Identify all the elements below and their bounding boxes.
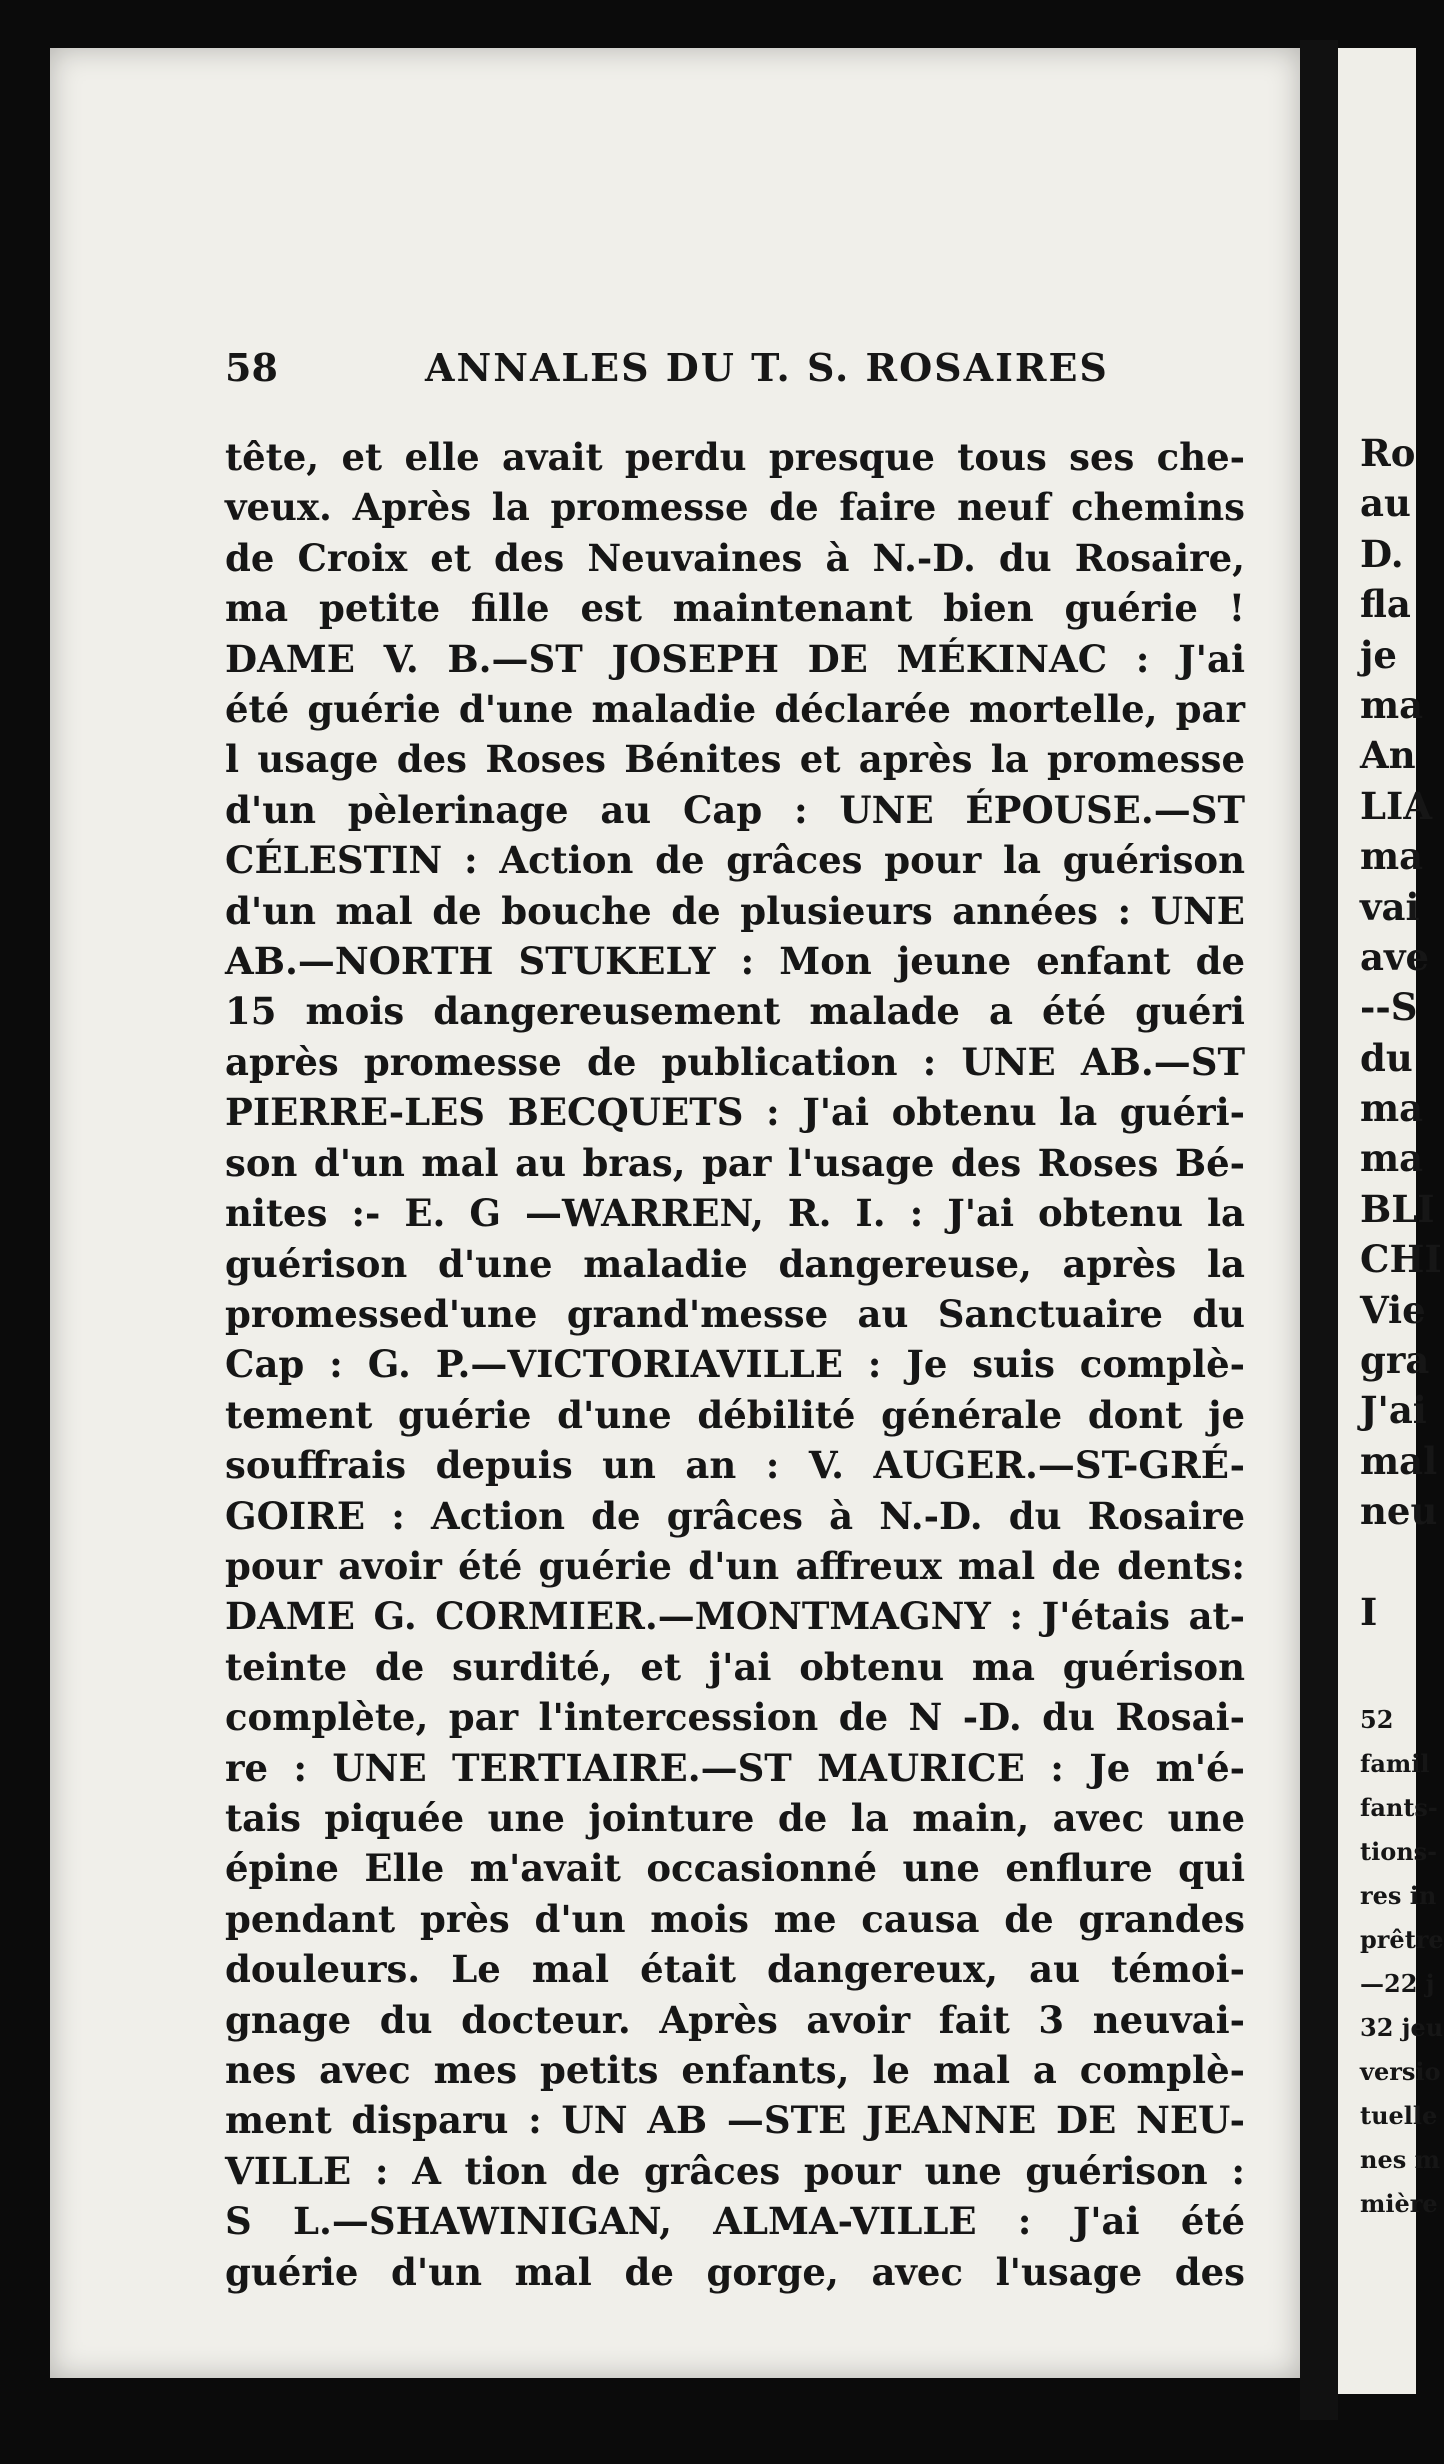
right-page-small-line: res in [1360,1881,1437,1910]
text-line: été guérie d'une maladie déclarée mortelle, par [225,687,1245,732]
text-line: DAME V. B.—ST JOSEPH DE MÉKINAC : J'ai [225,636,1245,681]
right-page-line: ma [1360,1136,1424,1181]
text-line: S L.—SHAWINIGAN, ALMA-VILLE : J'ai été [225,2199,1245,2244]
right-page-small-line: tions- [1360,1837,1438,1866]
right-page-small-line: 32 jeu [1360,2013,1444,2042]
text-line: de Croix et des Neuvaines à N.-D. du Rosaire, [225,535,1245,580]
text-line: CÉLESTIN : Action de grâces pour la guérison [225,838,1245,883]
right-page-line: J'ai [1360,1388,1427,1433]
right-page-edge [1338,48,1444,2394]
text-line: d'un mal de bouche de plusieurs années : UNE [225,888,1245,933]
text-line: veux. Après la promesse de faire neuf chemins [225,485,1245,530]
text-line: Cap : G. P.—VICTORIAVILLE : Je suis complè- [225,1342,1245,1387]
text-line: ment disparu : UN AB —STE JEANNE DE NEU- [225,2098,1245,2143]
right-page-line: ma [1360,682,1424,727]
right-page-line: D. [1360,531,1404,576]
right-page-line: je [1360,632,1397,677]
text-line: pendant près d'un mois me causa de grandes [225,1896,1245,1941]
text-line: DAME G. CORMIER.—MONTMAGNY : J'étais at- [225,1594,1245,1639]
right-page-small-line: famil [1360,1749,1430,1778]
text-line: tête, et elle avait perdu presque tous ses che- [225,435,1245,479]
right-page-small-line: nes m [1360,2145,1440,2174]
right-page-line: Ro [1360,431,1416,475]
text-line: PIERRE-LES BECQUETS : J'ai obtenu la guéri- [225,1090,1245,1135]
text-line: l usage des Roses Bénites et après la promesse [225,737,1245,782]
right-page-small-line: versio [1360,2057,1441,2086]
right-page-line: CHI [1360,1237,1442,1282]
running-title: ANNALES DU T. S. ROSAIRES [425,345,1109,390]
text-line: épine Elle m'avait occasionné une enflure qui [225,1846,1245,1891]
right-page-line: du [1360,1035,1413,1080]
text-line: VILLE : A tion de grâces pour une guérison : [225,2148,1245,2193]
text-line: après promesse de publication : UNE AB.—ST [225,1039,1245,1084]
right-page-line: --S [1360,985,1418,1030]
text-line: pour avoir été guérie d'un affreux mal de dents: [225,1543,1245,1588]
text-line: tement guérie d'une débilité générale dont je [225,1392,1245,1437]
page-header [225,345,1265,405]
right-page-line: ave [1360,934,1430,979]
body-text [225,432,1245,2297]
right-page-small-line: tuelle [1360,2101,1438,2130]
text-line: guérison d'une maladie dangereuse, après la [225,1241,1245,1286]
text-line: complète, par l'intercession de N -D. du Rosai- [225,1695,1245,1740]
text-line: souffrais depuis un an : V. AUGER.—ST-GRÉ- [225,1443,1245,1488]
text-line: AB.—NORTH STUKELY : Mon jeune enfant de [225,939,1245,984]
text-line: son d'un mal au bras, par l'usage des Roses Bé- [225,1140,1245,1185]
text-line: d'un pèlerinage au Cap : UNE ÉPOUSE.—ST [225,787,1245,832]
right-page-line: neu [1360,1489,1438,1534]
book-gutter [1300,40,1338,2420]
right-page-small-line: mière [1360,2189,1438,2218]
right-page-line: ma [1360,834,1424,879]
text-line: ma petite fille est maintenant bien guérie ! [225,586,1245,631]
right-page-small-line: fants- [1360,1793,1438,1822]
right-page-line [1360,1537,1442,1587]
right-page-small-line: —22 j [1360,1969,1435,1998]
text-line: douleurs. Le mal était dangereux, au témoi- [225,1947,1245,1992]
text-line: tais piquée une jointure de la main, avec une [225,1795,1245,1840]
right-page-small-line: 52 [1360,1705,1394,1734]
right-page-line: An [1360,733,1416,778]
right-page-main-text [1360,428,1442,1637]
text-line: promessed'une grand'messe au Sanctuaire du [225,1291,1245,1336]
text-line: 15 mois dangereusement malade a été guéri [225,989,1245,1034]
right-page-line: au [1360,481,1411,526]
right-page-line: I [1360,1589,1378,1634]
right-page-line: gra [1360,1338,1430,1383]
text-line: nites :- E. G —WARREN, R. I. : J'ai obtenu la [225,1191,1245,1236]
text-line: nes avec mes petits enfants, le mal a complè- [225,2048,1245,2092]
text-line: guérie d'un mal de gorge, avec l'usage des [225,2249,1245,2294]
right-page-line: fla [1360,582,1411,627]
right-page-small-text [1360,1698,1444,2226]
text-line: re : UNE TERTIAIRE.—ST MAURICE : Je m'é- [225,1745,1245,1790]
right-page-line: BLI [1360,1186,1435,1231]
right-page-line: LIA [1360,783,1433,828]
right-page-line: mal [1360,1438,1438,1483]
text-line: teinte de surdité, et j'ai obtenu ma guérison [225,1644,1245,1689]
right-page-small-line: prêtre [1360,1925,1444,1954]
text-line: GOIRE : Action de grâces à N.-D. du Rosaire [225,1493,1245,1538]
text-line: gnage du docteur. Après avoir fait 3 neuvai- [225,1997,1245,2042]
right-page-line: Vie [1360,1287,1426,1332]
page-number: 58 [225,345,278,390]
right-page-line: ma [1360,1086,1424,1131]
right-page-line: vai [1360,884,1420,929]
